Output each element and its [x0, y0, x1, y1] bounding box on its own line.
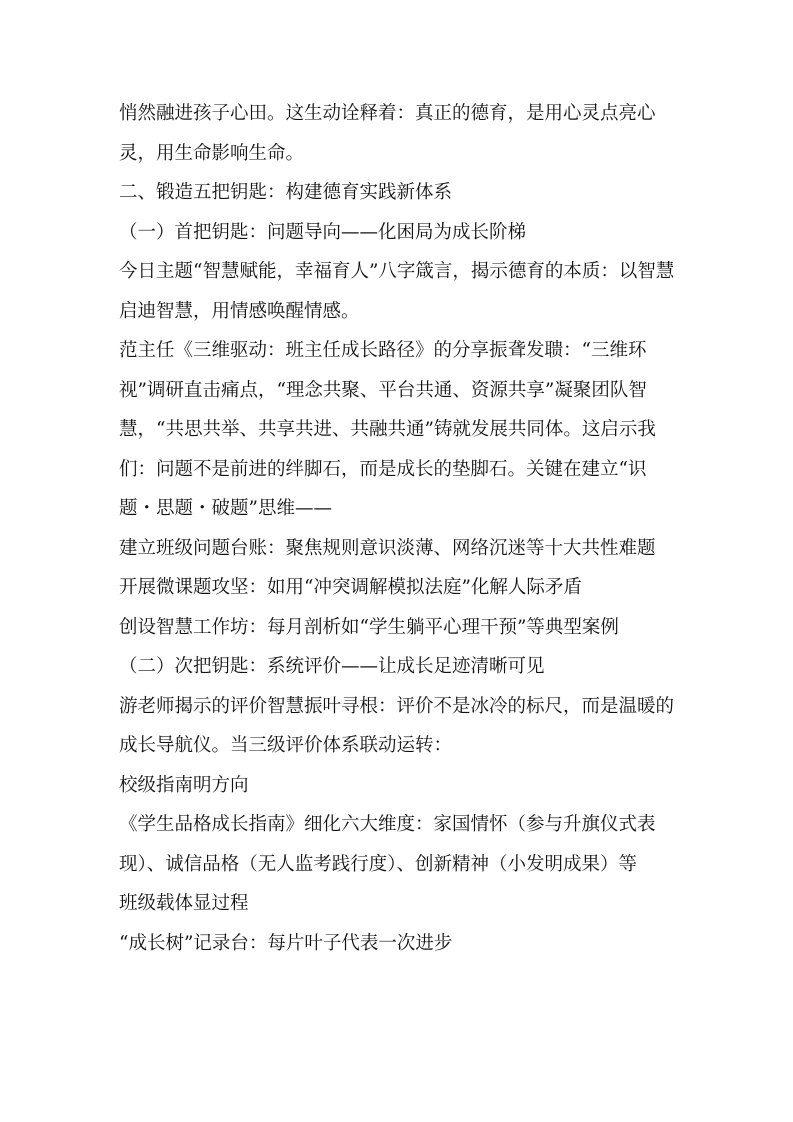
- section-heading: 二、锻造五把钥匙：构建德育实践新体系: [119, 182, 453, 203]
- paragraph: 范主任《三维驱动：班主任成长路径》的分享振聋发聩：“三维环视”调研直击痛点，“理念共聚、平台共通、资源共享”凝聚团队智慧，“共思共举、共享共进、共融共通”铸就发展共同体。这启示我们：问题不是前进的绊脚石，而是成长的垫脚石。关键在建立“识题・思题・破题”思维——: [119, 340, 656, 519]
- subheading-line: 校级指南明方向: [119, 774, 249, 796]
- subheading-line: 班级载体显过程: [119, 893, 249, 914]
- list-line: 建立班级问题台账：聚焦规则意识淡薄、网络沉迷等十大共性难题: [119, 537, 656, 559]
- list-line: 创设智慧工作坊：每月剖析如“学生躺平心理干预”等典型案例: [119, 616, 619, 638]
- paragraph: 游老师揭示的评价智慧振叶寻根：评价不是冰冷的标尺，而是温暖的成长导航仪。当三级评价体系联动运转：: [119, 695, 675, 756]
- document-body: [119, 94, 679, 963]
- subsection-heading: （二）次把钥匙：系统评价——让成长足迹清晰可见: [119, 656, 545, 677]
- paragraph: 今日主题“智慧赋能，幸福育人”八字箴言，揭示德育的本质：以智慧启迪智慧，用情感唤醒情感。: [119, 261, 675, 322]
- list-line: 开展微课题攻坚：如用“冲突调解模拟法庭”化解人际矛盾: [119, 577, 582, 598]
- list-line: “成长树”记录台：每片叶子代表一次进步: [119, 932, 453, 954]
- subsection-heading: （一）首把钥匙：问题导向——化困局为成长阶梯: [119, 221, 527, 243]
- paragraph-continuation: 悄然融进孩子心田。这生动诠释着：真正的德育，是用心灵点亮心灵，用生命影响生命。: [119, 103, 656, 164]
- paragraph: 《学生品格成长指南》细化六大维度：家国情怀（参与升旗仪式表现）、诚信品格（无人监考践行度）、创新精神（小发明成果）等: [119, 814, 656, 875]
